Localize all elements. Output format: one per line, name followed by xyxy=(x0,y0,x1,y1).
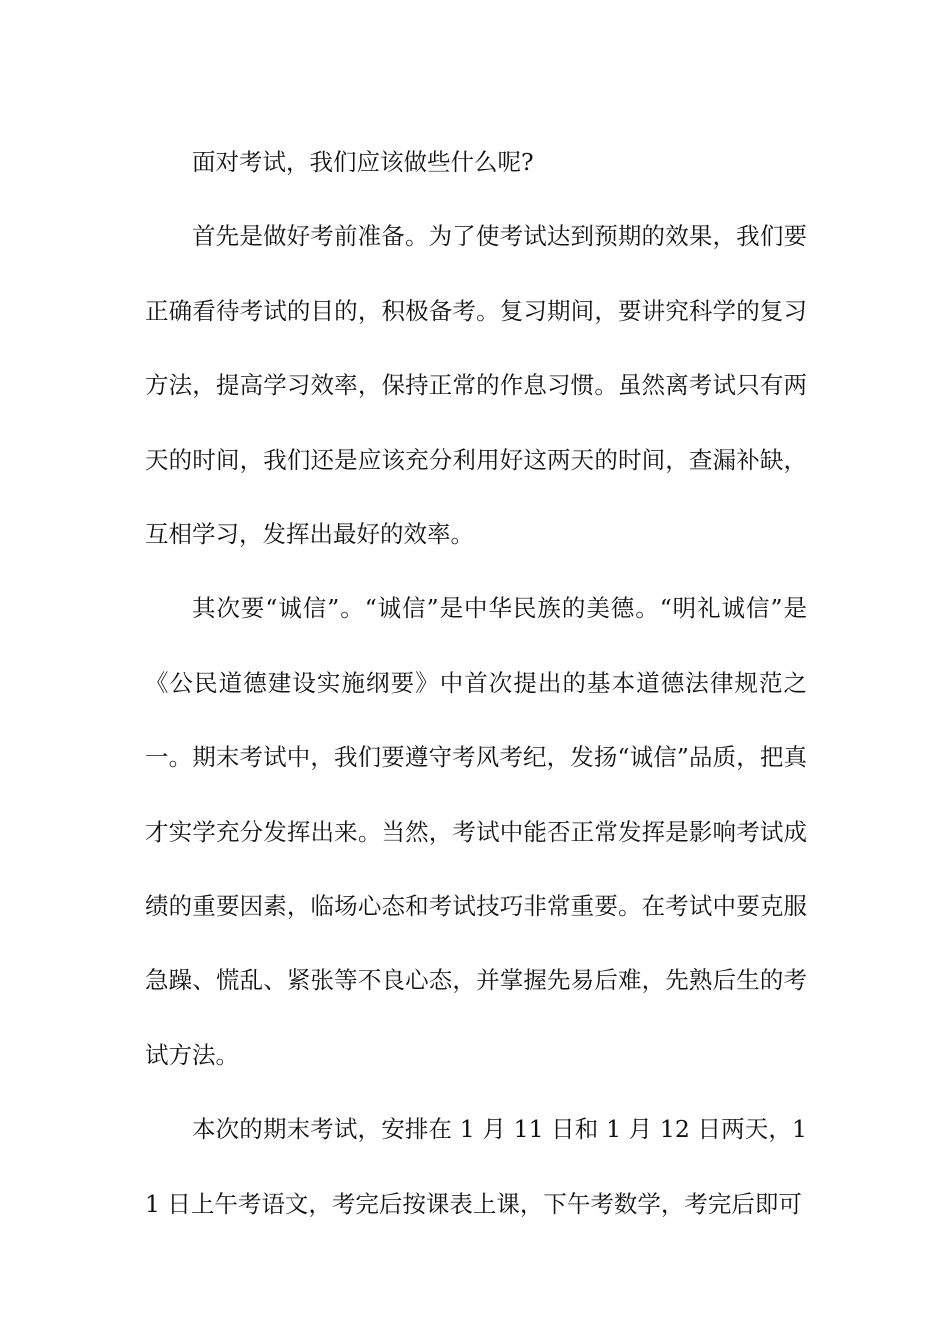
paragraph-schedule: 本次的期末考试，安排在 1 月 11 日和 1 月 12 日两天，11 日上午考语文，考完后按课表上课，下午考数学，考完后即可 xyxy=(145,1115,807,1218)
paragraph-integrity: 其次要“诚信”。“诚信”是中华民族的美德。“明礼诚信”是《公民道德建设实施纲要》中首次提出的基本道德法律规范之一。期末考试中，我们要遵守考风考纪，发扬“诚信”品质，把真才实学充分发挥出来。当然，考试中能否正常发挥是影响考试成绩的重要因素，临场心态和考试技巧非常重要。在考试中要克服急躁、慌乱、紧张等不良心态，并掌握先易后难，先熟后生的考试方法。 xyxy=(145,594,807,1069)
paragraph-preparation: 首先是做好考前准备。为了使考试达到预期的效果，我们要正确看待考试的目的，积极备考。复习期间，要讲究科学的复习方法，提高学习效率，保持正常的作息习惯。虽然离考试只有两天的时间，我们还是应该充分利用好这两天的时间，查漏补缺，互相学习，发挥出最好的效率。 xyxy=(145,222,807,549)
document-body xyxy=(145,125,807,1241)
paragraph-question: 面对考试，我们应该做些什么呢? xyxy=(192,148,534,176)
